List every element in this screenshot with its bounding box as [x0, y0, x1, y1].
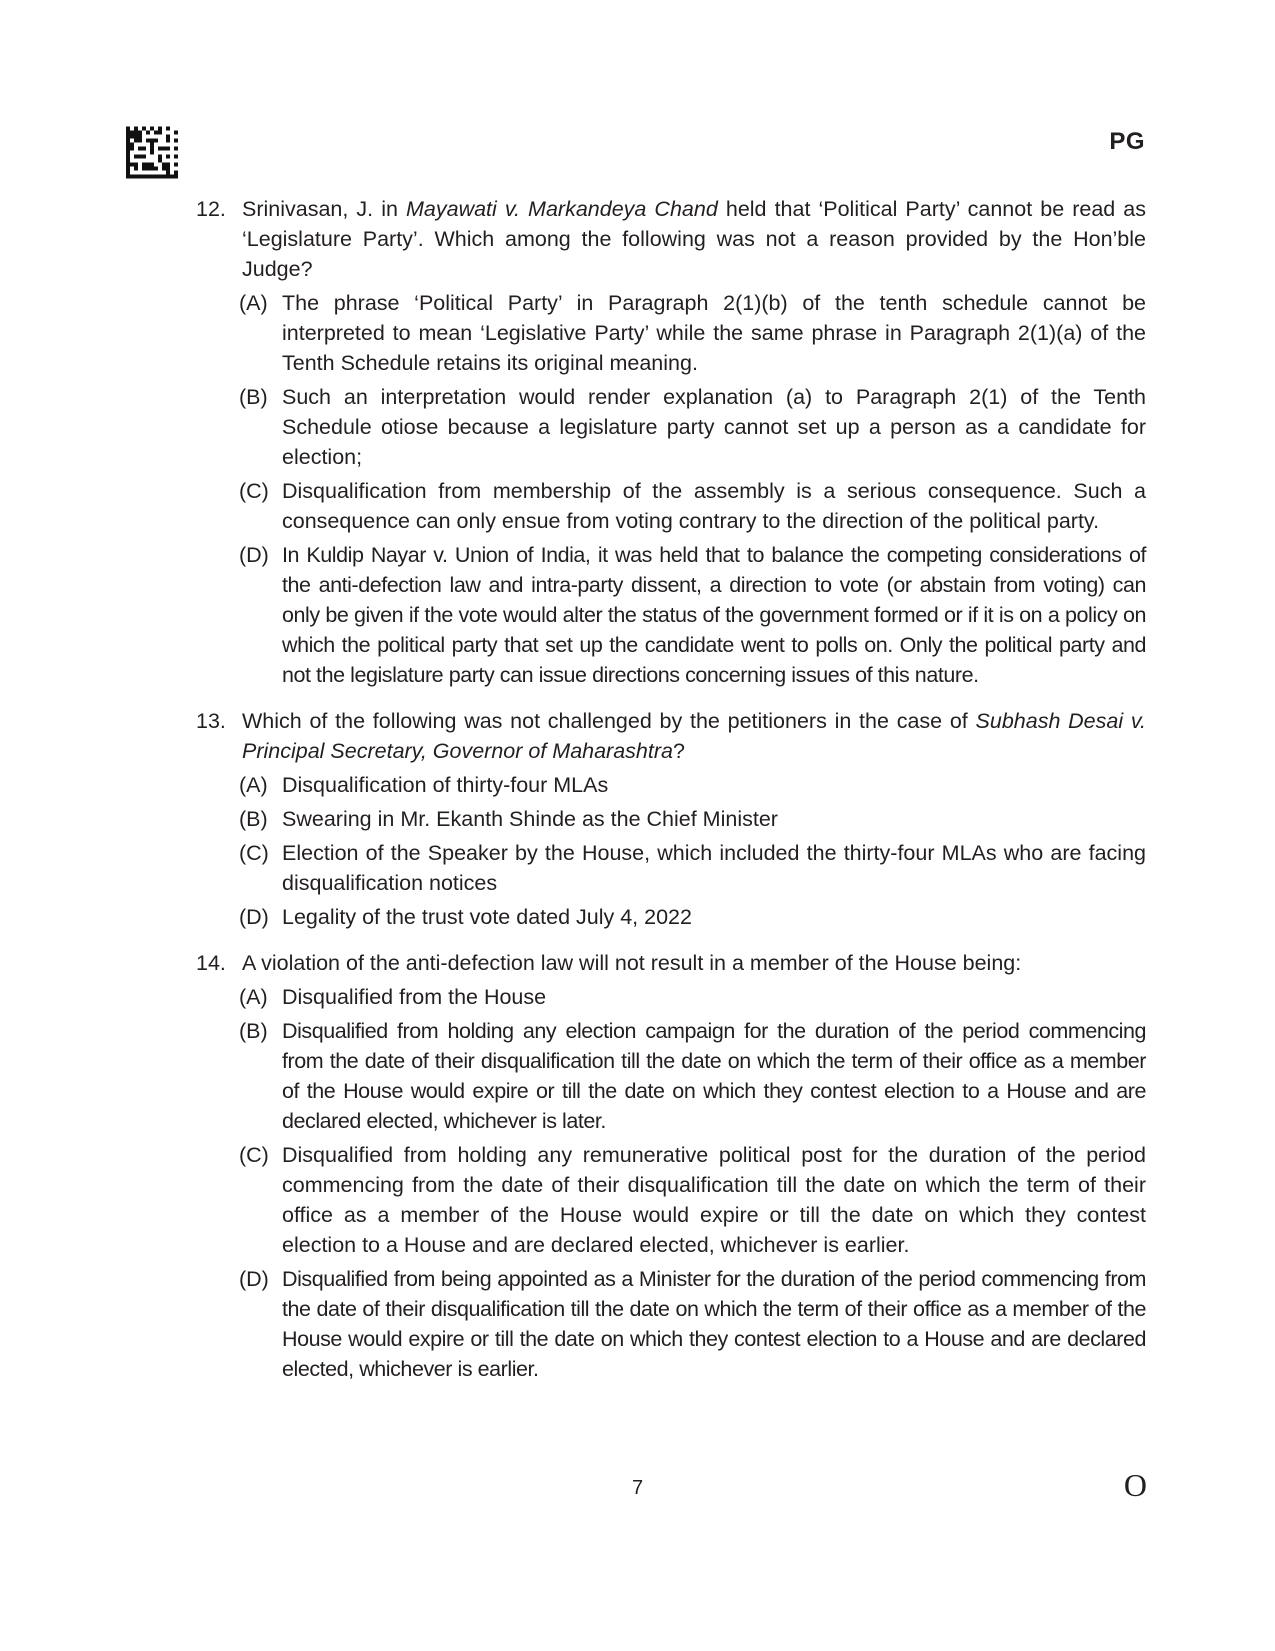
question-stem [196, 706, 1146, 766]
option-text: Disqualified from holding any election campaign for the duration of the period commencing from the date of their disqualification till the date on which the term of their office as a member of the House would expire or till the date on which they contest election to a House and are declared elected, whichever is later. [282, 1019, 1146, 1133]
option-label: (A) [239, 773, 268, 797]
option-label: (B) [239, 807, 268, 831]
series-code: PG [1109, 128, 1145, 155]
option-label: (C) [239, 841, 269, 865]
question-stem [196, 194, 1146, 284]
option-text: Disqualified from holding any remunerative political post for the duration of the period commencing from the date of their disqualification till the date on which the term of their office as a member of the House would expire or till the date on which they contest election to a House and are declared elected, whichever is earlier. [282, 1143, 1146, 1257]
option-b[interactable] [196, 382, 1146, 472]
option-label: (D) [239, 905, 269, 929]
option-b[interactable] [196, 1016, 1146, 1136]
question-12 [196, 194, 1146, 690]
stem-text: A violation of the anti-defection law will not result in a member of the House being: [242, 951, 1022, 975]
option-a[interactable] [196, 982, 1146, 1012]
stem-text: Which of the following was not challenged by the petitioners in the case of [242, 709, 976, 733]
option-c[interactable] [196, 838, 1146, 898]
option-text: Legality of the trust vote dated July 4, 2022 [282, 905, 692, 929]
qr-code-icon [126, 126, 178, 179]
option-label: (C) [239, 479, 269, 503]
booklet-series-mark: O [1123, 1467, 1147, 1503]
option-text: Disqualified from the House [282, 985, 547, 1009]
option-label: (A) [239, 291, 268, 315]
option-d[interactable] [196, 540, 1146, 690]
option-text: Disqualified from being appointed as a Minister for the duration of the period commencing from the date of their disqualification till the date on which the term of their office as a member of the House would expire or till the date on which they contest election to a House and are declared elected, whichever is earlier. [282, 1267, 1146, 1381]
option-a[interactable] [196, 288, 1146, 378]
question-14 [196, 948, 1146, 1384]
option-c[interactable] [196, 476, 1146, 536]
option-text: Disqualification of thirty-four MLAs [282, 773, 609, 797]
option-text: The phrase ‘Political Party’ in Paragraph 2(1)(b) of the tenth schedule cannot be interpreted to mean ‘Legislative Party’ while the same phrase in Paragraph 2(1)(a) of the Tenth Schedule retains its original meaning. [282, 291, 1146, 375]
question-number: 12. [196, 197, 226, 221]
stem-text: held that ‘Political Party’ cannot be read as ‘Legislature Party’. Which among the following was not a reason provided by the Hon’ble Judge? [242, 197, 1147, 281]
option-a[interactable] [196, 770, 1146, 800]
case-name: Mayawati v. Markandeya Chand [406, 197, 718, 221]
page-number: 7 [631, 1477, 644, 1499]
question-list [196, 194, 1146, 1384]
stem-text: ? [672, 739, 685, 763]
option-text: Election of the Speaker by the House, which included the thirty-four MLAs who are facing disqualification notices [282, 841, 1146, 895]
case-name: Subhash Desai v. Principal Secretary, Governor of Maharashtra [242, 709, 1146, 763]
option-c[interactable] [196, 1140, 1146, 1260]
option-label: (B) [239, 1019, 268, 1043]
option-d[interactable] [196, 902, 1146, 932]
option-d[interactable] [196, 1264, 1146, 1384]
option-label: (D) [239, 1267, 269, 1291]
option-label: (C) [239, 1143, 269, 1167]
option-b[interactable] [196, 804, 1146, 834]
question-number: 14. [196, 951, 226, 975]
question-13 [196, 706, 1146, 932]
option-text: In Kuldip Nayar v. Union of India, it was held that to balance the competing considerations of the anti-defection law and intra-party dissent, a direction to vote (or abstain from voting) can only be given if the vote would alter the status of the government formed or if it is on a policy on which the political party that set up the candidate went to polls on. Only the political party and not the legislature party can issue directions concerning issues of this nature. [282, 543, 1146, 687]
question-number: 13. [196, 709, 226, 733]
option-label: (A) [239, 985, 268, 1009]
option-text: Disqualification from membership of the assembly is a serious consequence. Such a consequence can only ensue from voting contrary to the direction of the political party. [282, 479, 1146, 533]
option-text: Such an interpretation would render explanation (a) to Paragraph 2(1) of the Tenth Schedule otiose because a legislature party cannot set up a person as a candidate for election; [282, 385, 1146, 469]
stem-text: Srinivasan, J. in [242, 197, 406, 221]
question-stem [196, 948, 1146, 978]
option-text: Swearing in Mr. Ekanth Shinde as the Chief Minister [282, 807, 778, 831]
option-label: (D) [239, 543, 269, 567]
option-label: (B) [239, 385, 268, 409]
